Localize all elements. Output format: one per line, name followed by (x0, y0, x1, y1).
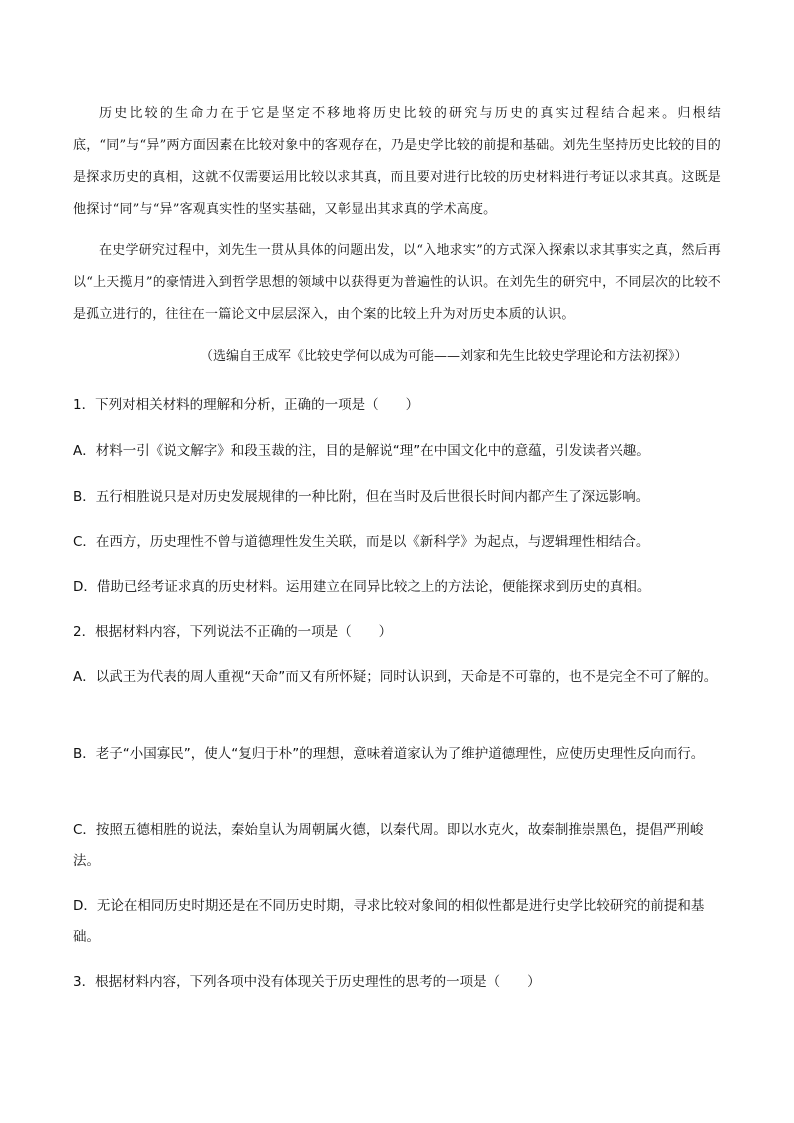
question-2-option-a: A．以武王为代表的周人重视“天命”而又有所怀疑；同时认识到，天命是不可靠的，也不是完全不可了解的。 (73, 669, 718, 685)
question-1-stem: 1．下列对相关材料的理解和分析，正确的一项是（ ） (73, 397, 420, 413)
question-3-stem: 3．根据材料内容，下列各项中没有体现关于历史理性的思考的一项是（ ） (73, 974, 541, 990)
passage-paragraph-1: 历史比较的生命力在于它是坚定不移地将历史比较的研究与历史的真实过程结合起来。归根结底，“同”与“异”两方面因素在比较对象中的客观存在，乃是史学比较的前提和基础。刘先生坚持历史比较的目的是探求历史的真相，这就不仅需要运用比较以求其真，而且要对进行比较的历史材料进行考证以求其真。这既是他探讨“同”与“异”客观真实性的坚实基础，又彰显出其求真的学术高度。 (73, 106, 721, 217)
reading-passage (73, 98, 721, 331)
question-1 (73, 390, 723, 421)
question-2-option-c: C．按照五德相胜的说法，秦始皇认为周朝属火德，以秦代周。即以水克火，故秦制推崇黑色，提倡严刑峻法。 (73, 822, 704, 869)
question-1-option-b: B．五行相胜说只是对历史发展规律的一种比附，但在当时及后世很长时间内都产生了深远影响。 (73, 489, 650, 505)
question-1-option-c: C．在西方，历史理性不曾与道德理性发生关联，而是以《新科学》为起点，与逻辑理性相结合。 (73, 534, 650, 550)
question-2-option-d: D．无论在相同历史时期还是在不同历史时期，寻求比较对象间的相似性都是进行史学比较研究的前提和基础。 (73, 898, 705, 945)
question-1-option-a: A．材料一引《说文解字》和段玉裁的注，目的是解说“理”在中国文化中的意蕴，引发读者兴趣。 (73, 443, 650, 459)
passage-source: （选编自王成军《比较史学何以成为可能——刘家和先生比较史学理论和方法初探》） (200, 349, 688, 364)
question-3 (73, 967, 723, 998)
question-1-option-d: D．借助已经考证求真的历史材料。运用建立在同异比较之上的方法论，便能探求到历史的真相。 (73, 579, 651, 595)
question-2-option-b: B．老子“小国寡民”，使人“复归于朴”的理想，意味着道家认为了维护道德理性，应使历史理性反向而行。 (73, 746, 705, 762)
passage-paragraph-2: 在史学研究过程中，刘先生一贯从具体的问题出发，以“入地求实”的方式深入探索以求其事实之真，然后再以“上天揽月”的豪情进入到哲学思想的领域中以获得更为普遍性的认识。在刘先生的研究中，不同层次的比较不是孤立进行的，往往在一篇论文中层层深入，由个案的比较上升为对历史本质的认识。 (73, 243, 721, 322)
question-2 (73, 617, 723, 648)
question-2-stem: 2．根据材料内容，下列说法不正确的一项是（ ） (73, 624, 393, 640)
